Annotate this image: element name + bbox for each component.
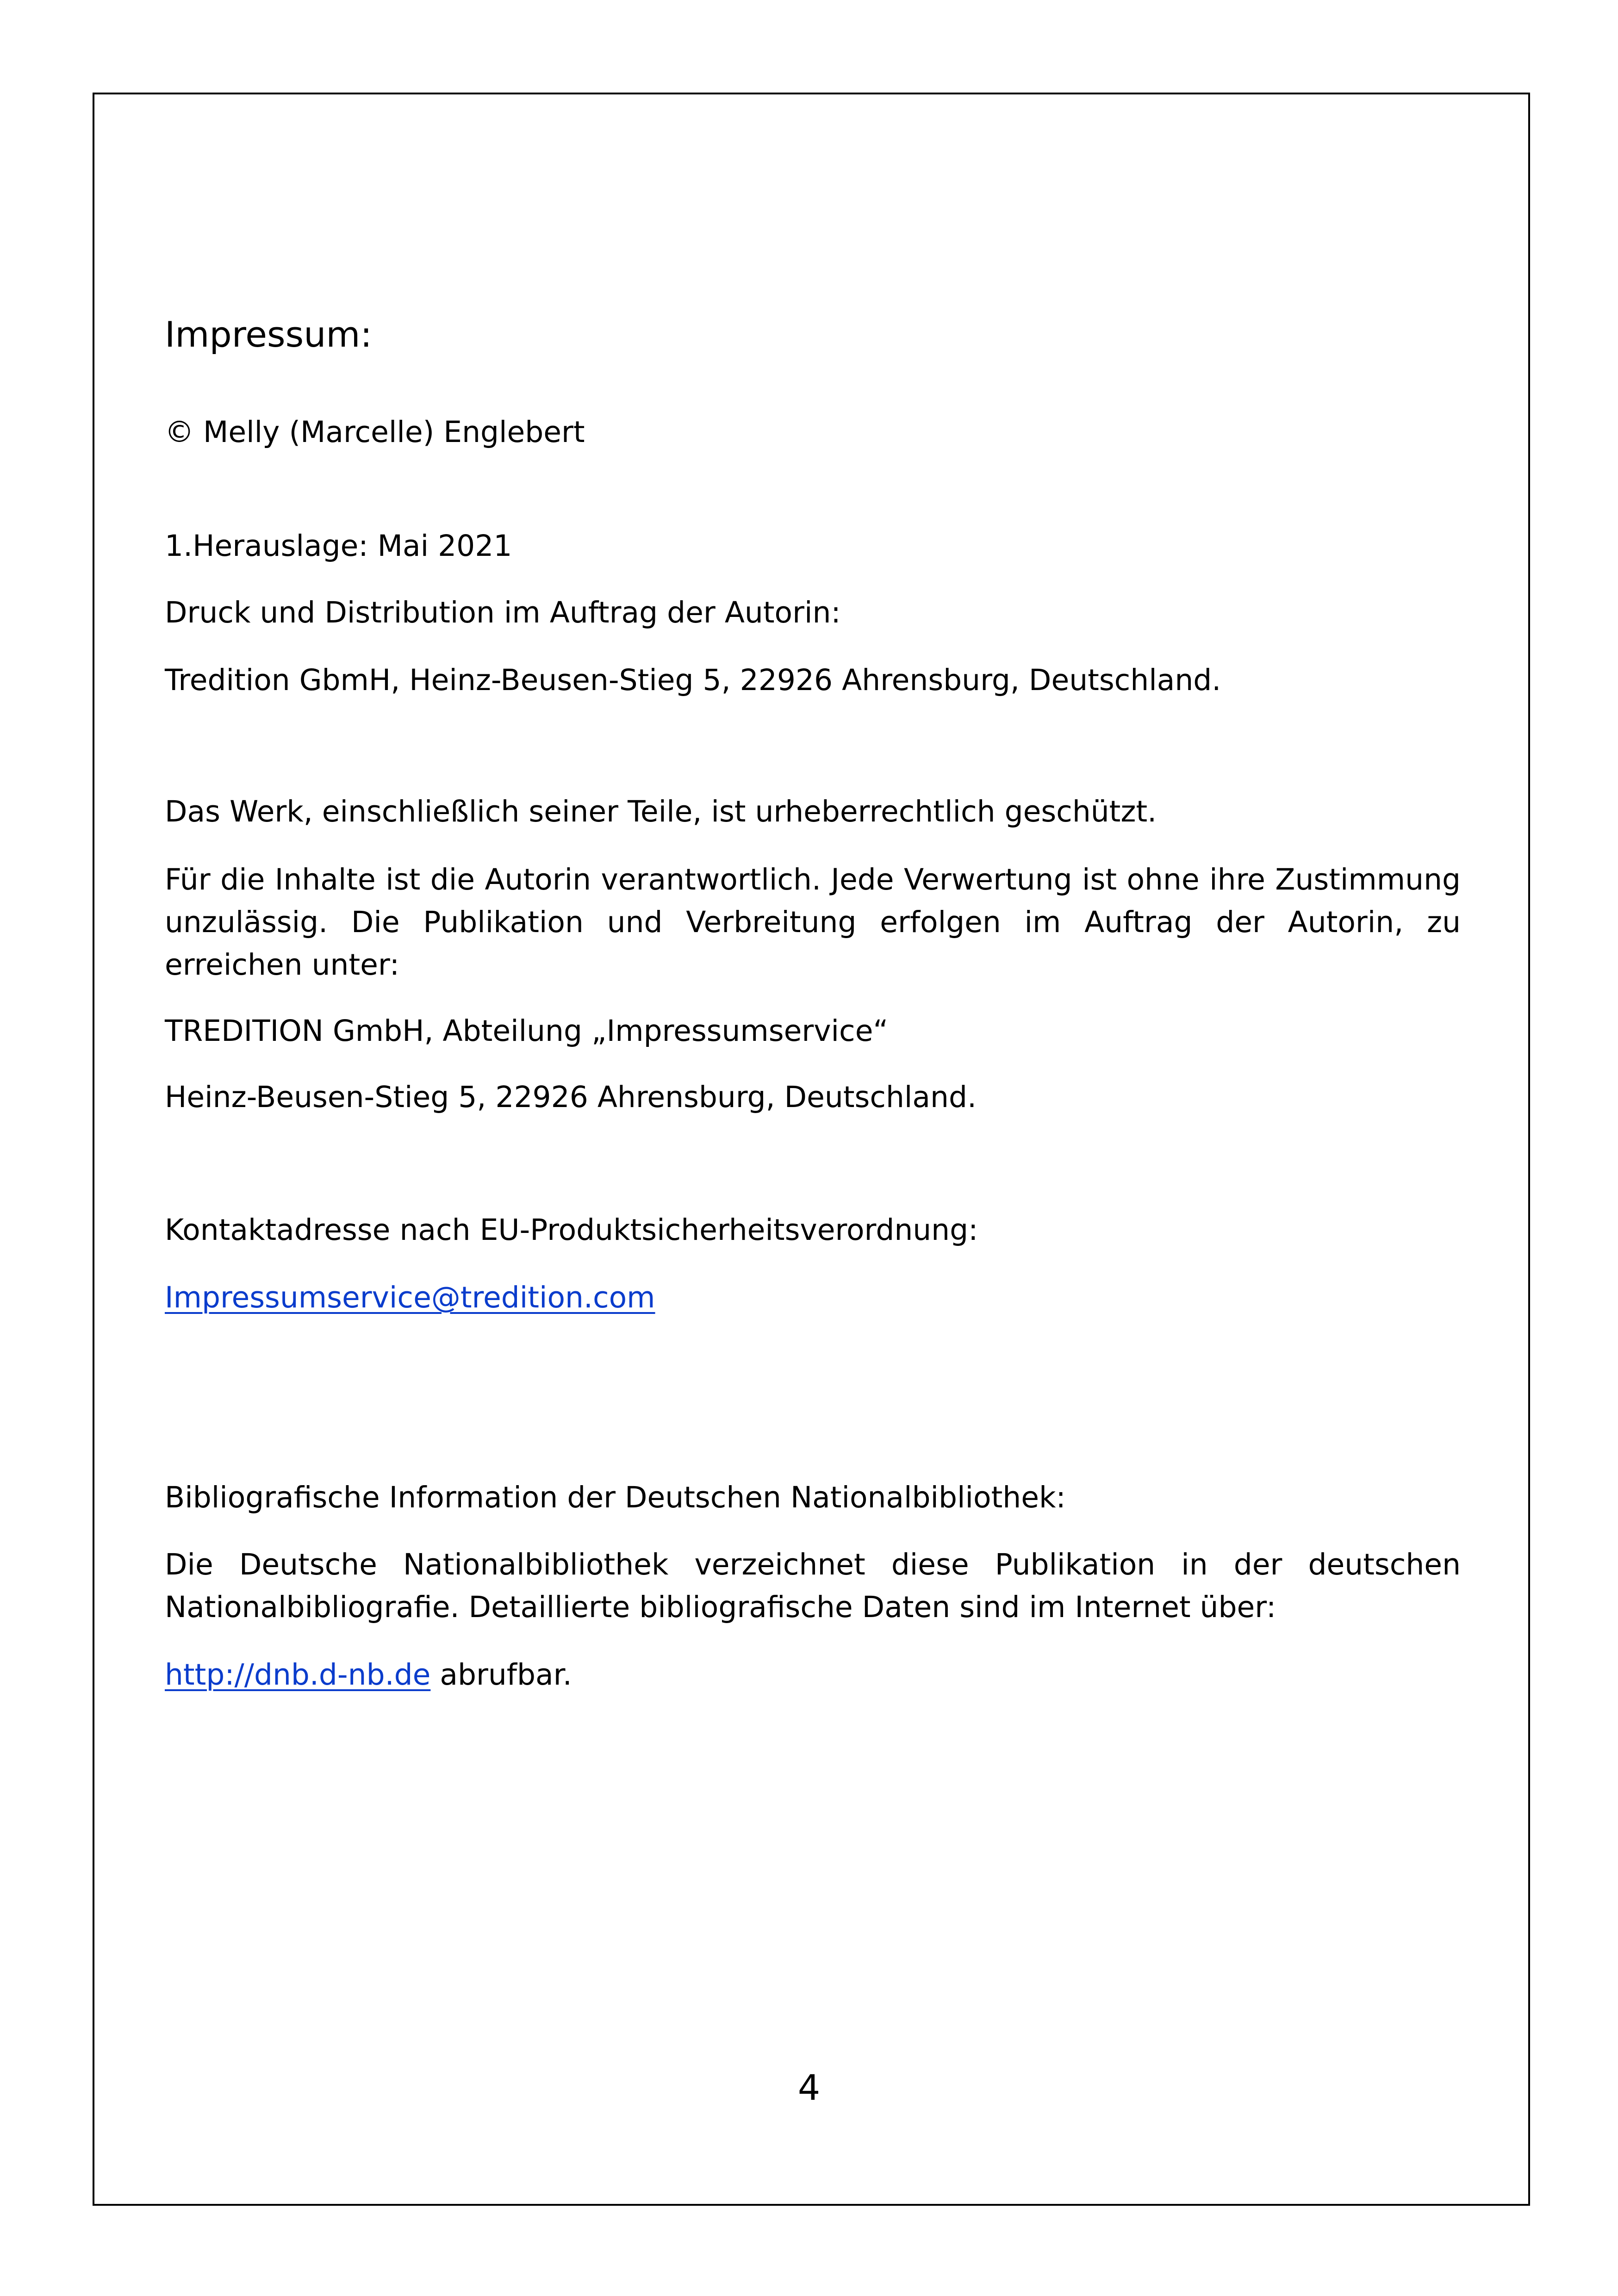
print-distribution-line: Druck und Distribution im Auftrag der Autorin: (165, 596, 841, 629)
copyright-line: © Melly (Marcelle) Englebert (165, 415, 585, 449)
copyright-notice: Das Werk, einschließlich seiner Teile, ist urheberrechtlich geschützt. (165, 795, 1157, 828)
bibliography-link-suffix: abrufbar. (430, 1658, 572, 1692)
bibliography-paragraph: Die Deutsche Nationalbibliothek verzeichnet diese Publikation in der deutschen Nationalbibliografie. Detaillierte bibliografische Daten sind im Internet über: (165, 1548, 1461, 1624)
eu-contact-email-line (165, 1276, 655, 1319)
bibliography-link-line (165, 1654, 572, 1696)
printer-address-line: Tredition GbmH, Heinz-Beusen-Stieg 5, 22926 Ahrensburg, Deutschland. (165, 663, 1221, 697)
contact-company-line: TREDITION GmbH, Abteilung „Impressumservice“ (165, 1014, 889, 1048)
eu-contact-label: Kontaktadresse nach EU-Produktsicherheitsverordnung: (165, 1213, 978, 1247)
bibliography-heading: Bibliografische Information der Deutschen Nationalbibliothek: (165, 1481, 1066, 1514)
responsibility-paragraph: Für die Inhalte ist die Autorin verantwortlich. Jede Verwertung ist ohne ihre Zustimmung unzulässig. Die Publikation und Verbreitung erfolgen im Auftrag der Autorin, zu erreichen unter: (165, 863, 1461, 982)
page-number: 4 (797, 2067, 821, 2108)
edition-line: 1.Herauslage: Mai 2021 (165, 529, 512, 563)
email-link[interactable]: Impressumservice@tredition.com (165, 1281, 655, 1314)
dnb-link[interactable]: http://dnb.d-nb.de (165, 1658, 431, 1692)
page-border (93, 93, 1530, 2206)
contact-address-line: Heinz-Beusen-Stieg 5, 22926 Ahrensburg, Deutschland. (165, 1080, 977, 1114)
page-title: Impressum: (165, 314, 373, 355)
